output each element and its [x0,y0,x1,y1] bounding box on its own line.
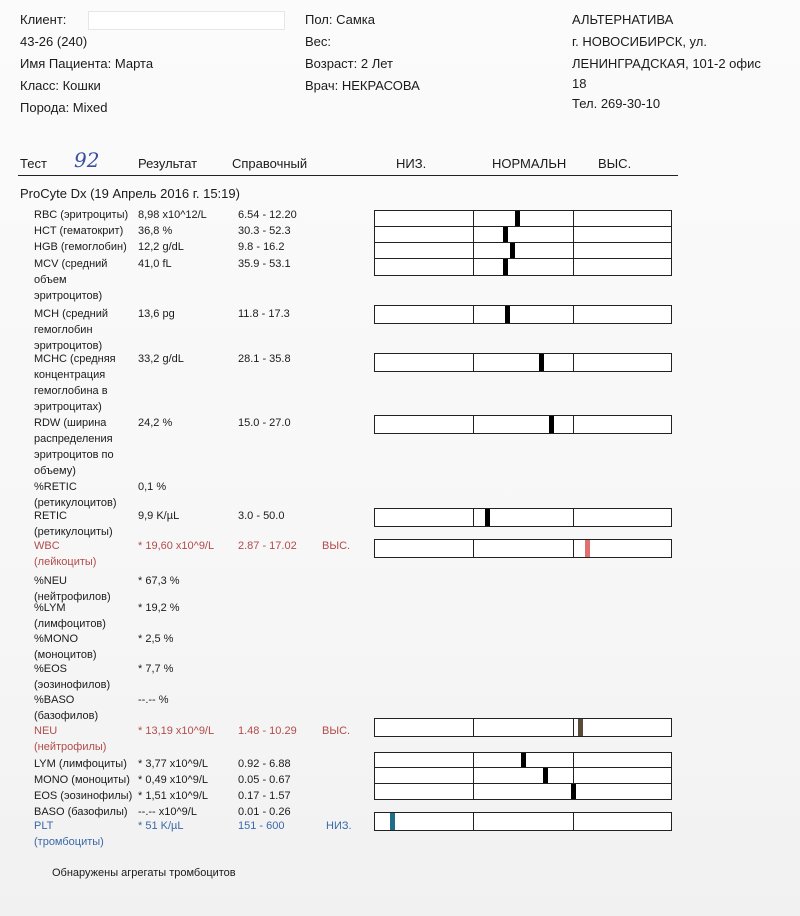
reference-range-bar [374,508,672,527]
row-result: 33,2 g/dL [138,353,184,365]
row-reference: 0.92 - 6.88 [238,758,291,770]
row-label: MCHC (средняя [34,353,116,365]
row-result: 24,2 % [138,417,173,429]
row-label: (нейтрофилы) [34,741,107,753]
row-result: --.-- x10^9/L [138,806,197,818]
clinic-line-1: АЛЬТЕРНАТИВА [572,12,674,27]
row-label: HCT (гематокрит) [34,225,124,237]
row-result: * 13,19 x10^9/L [138,725,215,737]
row-label: %NEU [34,575,68,587]
patient-age: Возраст: 2 Лет [305,56,393,71]
result-marker [543,768,548,783]
row-label: эритроцитов по [34,449,114,461]
row-label: %LYM [34,602,66,614]
footer-note: Обнаружены агрегаты тромбоцитов [52,867,236,879]
row-result: * 1,51 x10^9/L [138,790,208,802]
row-label: (базофилов) [34,710,99,722]
row-result: 13,6 pg [138,308,175,320]
reference-range-bar [374,539,672,558]
row-reference: 0.05 - 0.67 [238,774,291,786]
row-result: * 19,60 x10^9/L [138,540,215,552]
reference-range-bar [374,258,672,276]
row-label: NEU [34,725,58,737]
row-label: (моноцитов) [34,649,97,661]
patient-breed: Порода: Mixed [20,100,108,115]
row-label: эритроцитов) [34,340,103,352]
row-label: EOS (эозинофилы) [34,790,133,802]
client-label: Клиент: [20,12,67,27]
row-result: * 0,49 x10^9/L [138,774,208,786]
row-label: распределения [34,433,113,445]
row-result: * 51 K/µL [138,820,184,832]
row-reference: 6.54 - 12.20 [238,209,297,221]
row-label: %EOS [34,663,68,675]
result-marker [521,753,526,768]
reference-range-bar [374,783,672,800]
patient-name: Имя Пациента: Марта [20,56,154,71]
reference-range-bar [374,415,672,434]
result-marker [578,719,583,736]
row-label: LYM (лимфоциты) [34,758,127,770]
column-reference: Справочный [232,156,308,171]
row-result: * 19,2 % [138,602,180,614]
row-label: WBC [34,540,60,552]
clinic-line-4: 18 [572,76,587,91]
result-marker [549,416,554,433]
row-label: гемоглобина в [34,385,108,397]
row-result: 8,98 x10^12/L [138,209,207,221]
column-low: НИЗ. [396,156,427,171]
row-label: эритроцитов) [34,290,103,302]
row-label: (тромбоциты) [34,836,104,848]
row-reference: 3.0 - 50.0 [238,510,285,522]
reference-range-bar [374,718,672,737]
column-normal: НОРМАЛЬН [492,156,567,171]
row-label: (нейтрофилов) [34,591,111,603]
row-label: PLT [34,820,54,832]
row-result: * 7,7 % [138,663,174,675]
row-reference: 151 - 600 [238,820,285,832]
row-label: BASO (базофилы) [34,806,128,818]
result-marker [510,243,515,259]
row-reference: 11.8 - 17.3 [238,308,290,320]
reference-range-bar [374,767,672,784]
row-result: 36,8 % [138,225,173,237]
client-id: 43-26 (240) [20,34,88,49]
row-reference: 1.48 - 10.29 [238,725,297,737]
result-marker [485,509,490,526]
column-test: Тест [20,156,47,171]
row-label: (лейкоциты) [34,556,97,568]
patient-weight: Вес: [305,34,332,49]
row-label: %BASO [34,694,75,706]
result-marker [505,306,510,323]
row-label: %MONO [34,633,78,645]
result-marker [390,813,395,830]
row-reference: 0.01 - 0.26 [238,806,291,818]
column-high: ВЫС. [598,156,632,171]
analyzer-title: ProCyte Dx (19 Апрель 2016 г. 15:19) [20,186,240,201]
handwritten-number: 92 [74,148,100,172]
result-marker [503,259,508,275]
row-reference: 2.87 - 17.02 [238,540,297,552]
row-label: объему) [34,465,76,477]
row-label: RETIC [34,510,67,522]
row-label: MCH (средний [34,308,109,320]
row-label: (ретикулоциты) [34,526,113,538]
row-label: гемоглобин [34,324,93,336]
row-flag: ВЫС. [322,540,351,552]
column-result: Результат [138,156,198,171]
row-label: RDW (ширина [34,417,107,429]
result-marker [539,354,544,371]
row-result: 41,0 fL [138,258,172,270]
row-reference: 15.0 - 27.0 [238,417,291,429]
result-marker [585,540,590,557]
row-result: * 2,5 % [138,633,174,645]
result-marker [503,227,508,243]
row-label: объем [34,274,67,286]
reference-range-bar [374,812,672,831]
row-label: концентрация [34,369,106,381]
row-label: HGB (гемоглобин) [34,241,127,253]
row-reference: 0.17 - 1.57 [238,790,291,802]
row-flag: НИЗ. [326,820,352,832]
row-flag: ВЫС. [322,725,351,737]
row-result: * 3,77 x10^9/L [138,758,208,770]
row-result: --.-- % [138,694,169,706]
row-result: 12,2 g/dL [138,241,184,253]
clinic-line-2: г. НОВОСИБИРСК, ул. [572,34,707,49]
row-label: (эозинофилов) [34,679,111,691]
row-reference: 35.9 - 53.1 [238,258,291,270]
row-label: %RETIC [34,481,77,493]
row-result: 9,9 K/µL [138,510,180,522]
result-marker [571,784,576,799]
reference-range-bar [374,353,672,372]
row-reference: 28.1 - 35.8 [238,353,291,365]
patient-sex: Пол: Самка [305,12,376,27]
row-label: (лимфоцитов) [34,618,106,630]
row-reference: 30.3 - 52.3 [238,225,291,237]
client-name-redaction [88,11,285,30]
row-result: * 67,3 % [138,575,180,587]
row-label: RBC (эритроциты) [34,209,129,221]
doctor: Врач: НЕКРАСОВА [305,78,420,93]
row-label: MONO (моноциты) [34,774,130,786]
header-rule [18,175,678,176]
reference-range-bar [374,305,672,324]
row-label: эритроцитах) [34,401,102,413]
row-result: 0,1 % [138,481,167,493]
clinic-line-5: Тел. 269-30-10 [572,96,661,111]
row-label: MCV (средний [34,258,108,270]
clinic-line-3: ЛЕНИНГРАДСКАЯ, 101-2 офис [572,56,761,71]
row-reference: 9.8 - 16.2 [238,241,285,253]
patient-class: Класс: Кошки [20,78,101,93]
row-label: (ретикулоцитов) [34,497,117,509]
